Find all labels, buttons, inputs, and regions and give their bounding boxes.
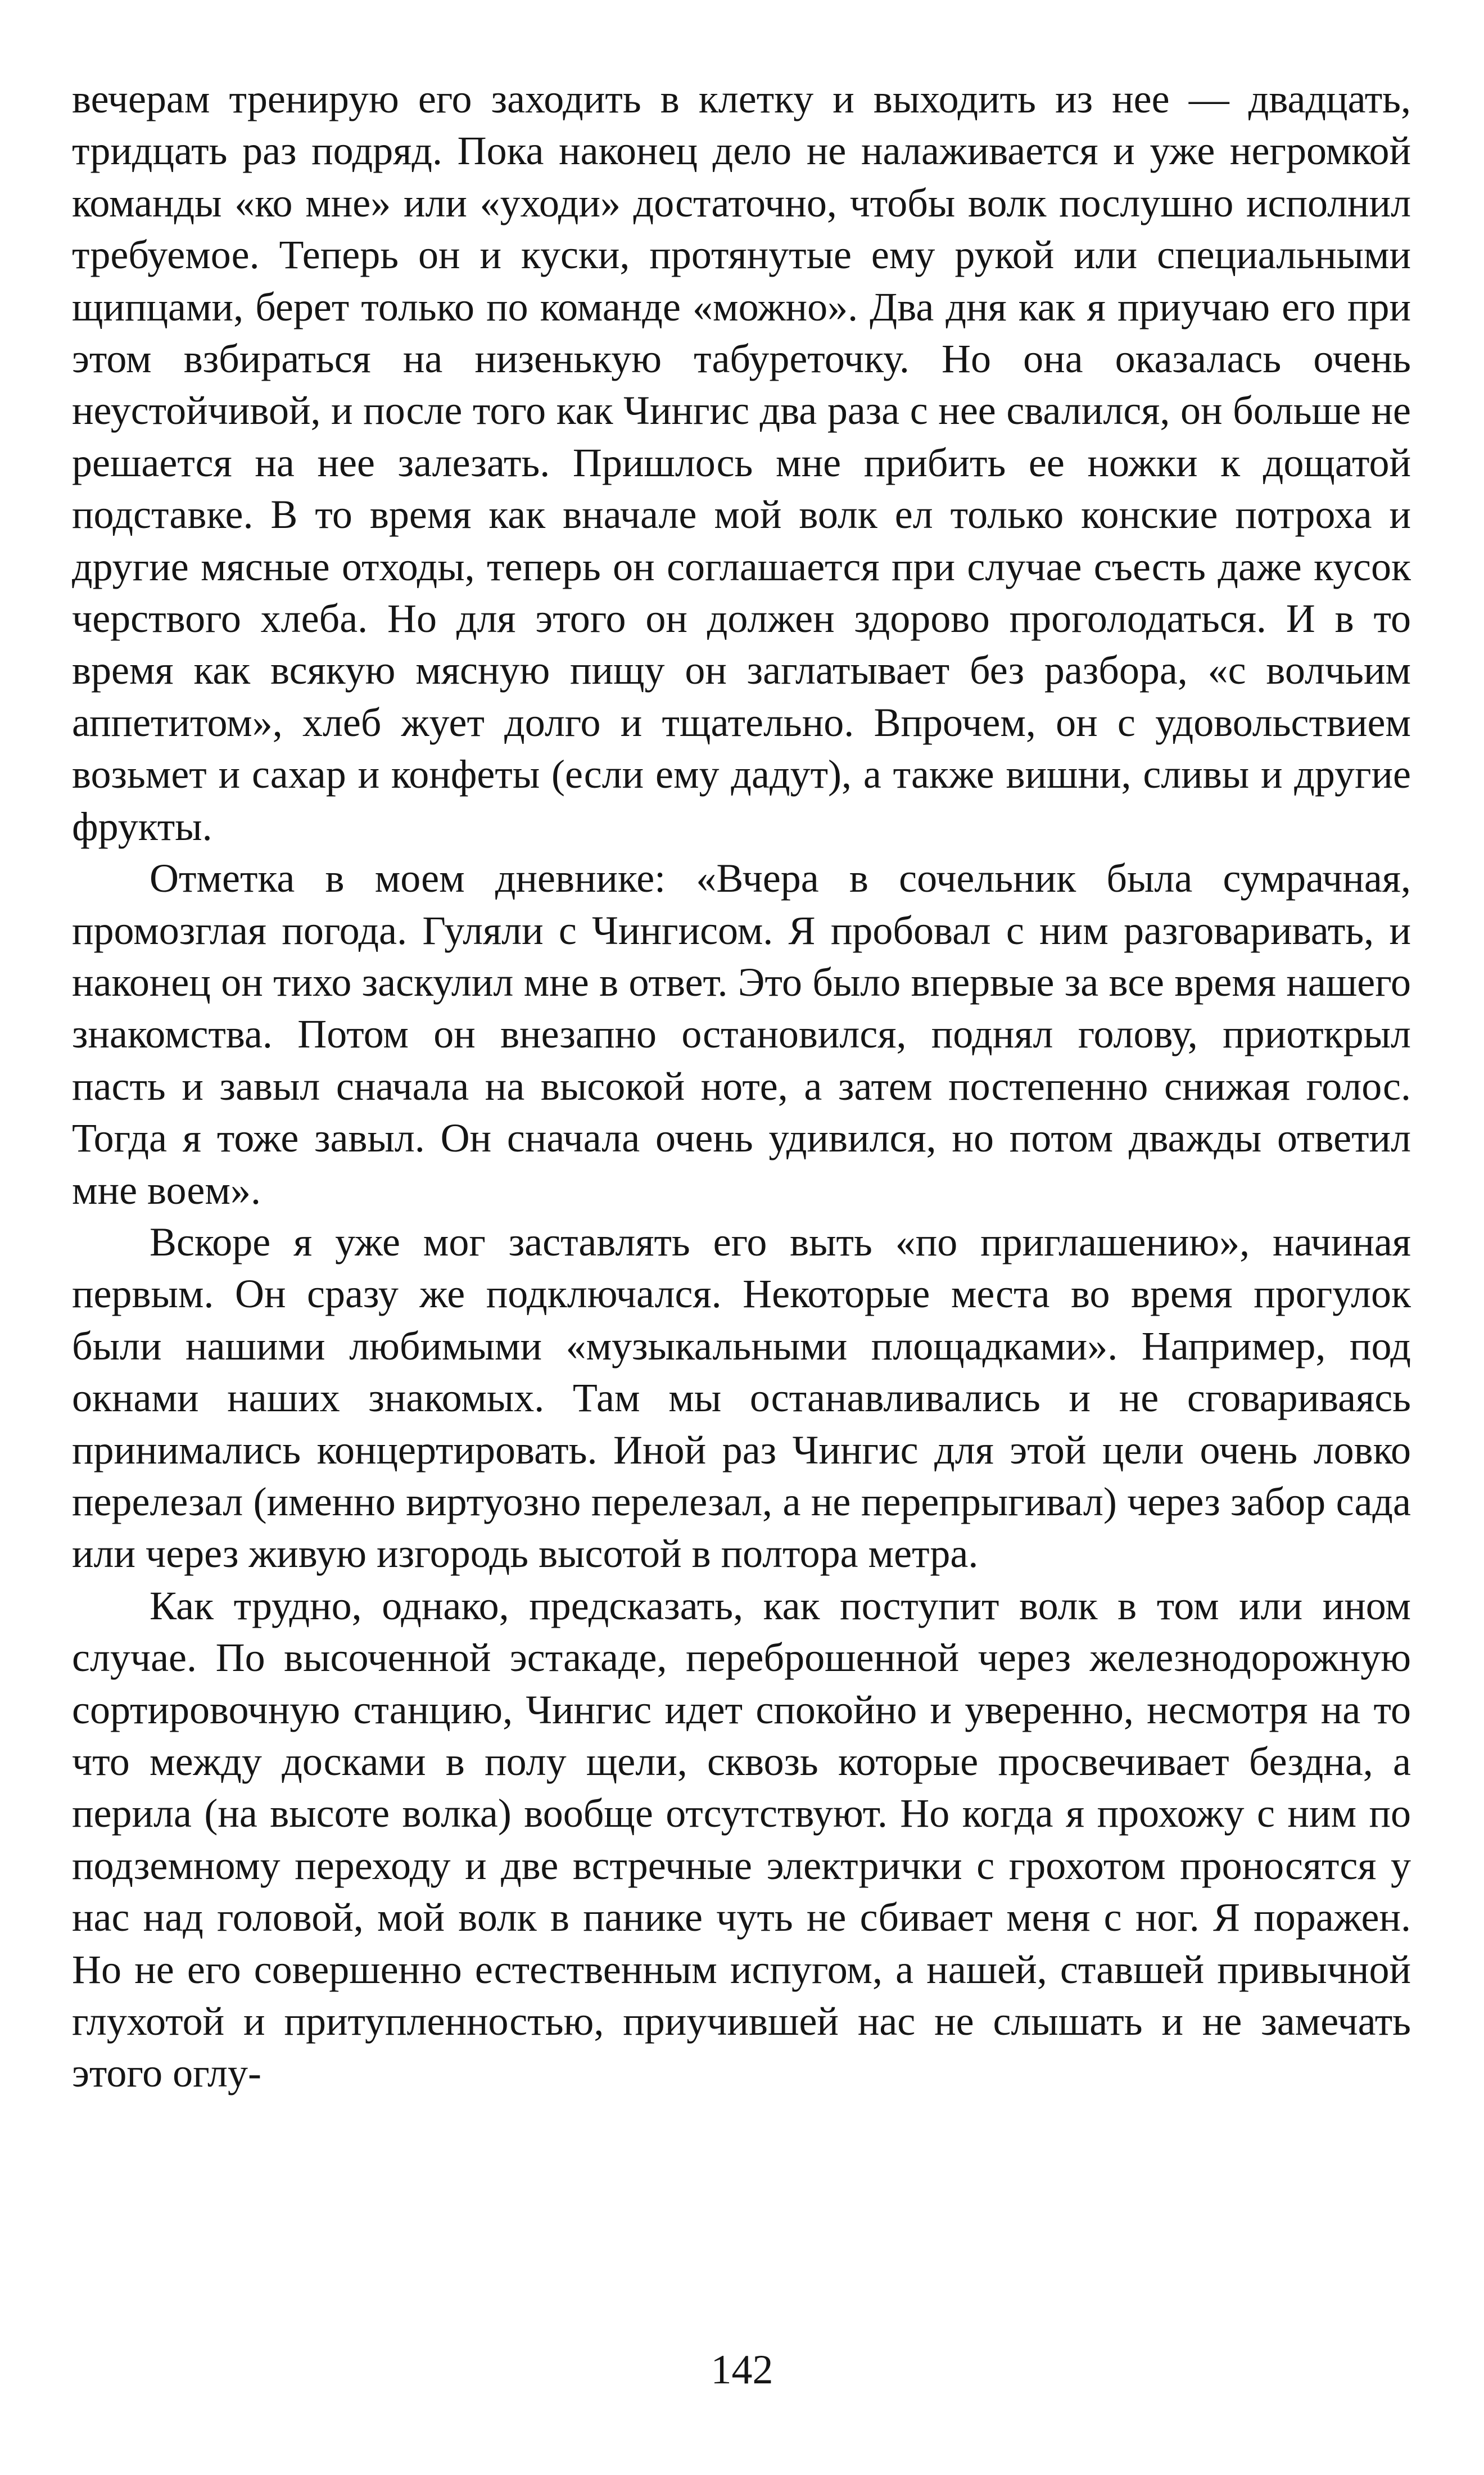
body-text xyxy=(72,73,1411,2099)
paragraph-3: Вскоре я уже мог заставлять его выть «по приглашению», начиная первым. Он сразу же подключался. Некоторые места во время прогулок были нашими любимыми «музыкальными площадками». Например, под окнами наших знакомых. Там мы останавливались и не сговариваясь принимались концертировать. Иной раз Чингис для этой цели очень ловко перелезал (именно виртуозно перелезал, а не перепрыгивал) через забор сада или через живую изгородь высотой в полтора метра. xyxy=(72,1219,1411,1577)
page-number: 142 xyxy=(711,2347,773,2393)
paragraph-2: Отметка в моем дневнике: «Вчера в сочельник была сумрачная, промозглая погода. Гуляли с Чингисом. Я пробовал с ним разговаривать, и наконец он тихо заскулил мне в ответ. Это было впервые за все время нашего знакомства. Потом он внезапно остановился, поднял голову, приоткрыл пасть и завыл сначала на высокой ноте, а затем постепенно снижая голос. Тогда я тоже завыл. Он сначала очень удивился, но потом дважды ответил мне воем». xyxy=(72,856,1411,1213)
paragraph-1: вечерам тренирую его заходить в клетку и выходить из нее — двадцать, тридцать раз подряд. Пока наконец дело не налаживается и уже негромкой команды «ко мне» или «уходи» достаточно, чтобы волк послушно исполнил требуемое. Теперь он и куски, протянутые ему рукой или специальными щипцами, берет только по команде «можно». Два дня как я приучаю его при этом взбираться на низенькую табуреточку. Но она оказалась очень неустойчивой, и после того как Чингис два раза с нее свалился, он больше не решается на нее залезать. Пришлось мне прибить ее ножки к дощатой подставке. В то время как вначале мой волк ел только конские потроха и другие мясные отходы, теперь он соглашается при случае съесть даже кусок черствого хлеба. Но для этого он должен здорово проголодаться. И в то время как всякую мясную пищу он заглатывает без разбора, «с волчьим аппетитом», хлеб жует долго и тщательно. Впрочем, он с удовольствием возьмет и сахар и конфеты (если ему дадут), а также вишни, сливы и другие фрукты. xyxy=(72,76,1411,849)
paragraph-4: Как трудно, однако, предсказать, как поступит волк в том или ином случае. По высоченной эстакаде, переброшенной через железнодорожную сортировочную станцию, Чингис идет спокойно и уверенно, несмотря на то что между досками в полу щели, сквозь которые просвечивает бездна, а перила (на высоте волка) вообще отсутствуют. Но когда я прохожу с ним по подземному переходу и две встречные электрички с грохотом проносятся у нас над головой, мой волк в панике чуть не сбивает меня с ног. Я поражен. Но не его совершенно естественным испугом, а нашей, ставшей привычной глухотой и притупленностью, приучившей нас не слышать и не замечать этого оглу- xyxy=(72,1583,1411,2096)
